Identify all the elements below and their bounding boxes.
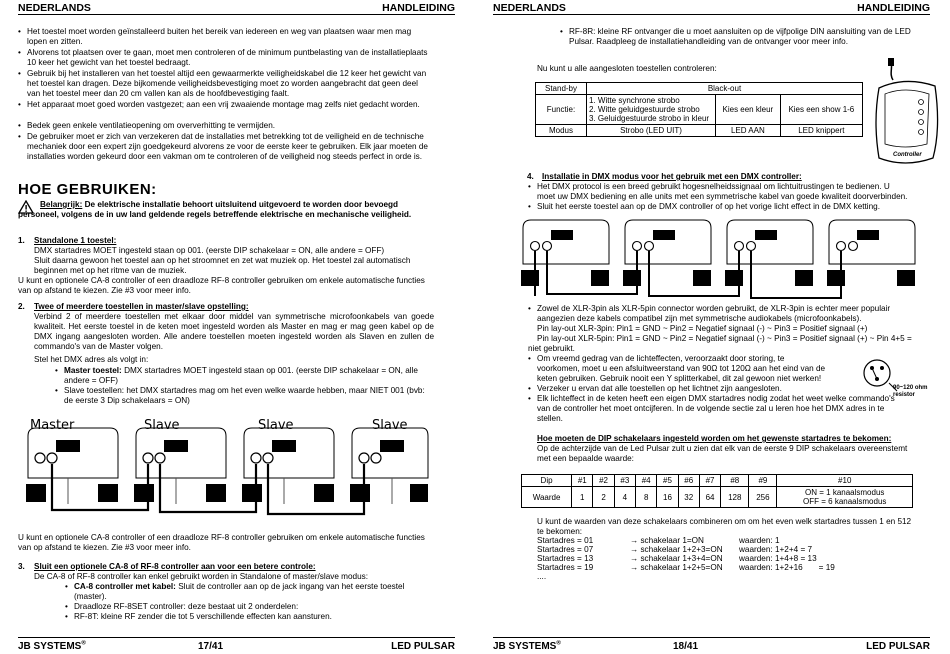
registered-mark: ® — [556, 641, 561, 647]
paragraph: Verbind 2 of meerdere toestellen met elkaar door middel van symmetrische microfoonkabels van goede kwaliteit. Het eerste toestel in de keten moet ingesteld worden als Master en mag er mag geen kabel op de DMX ingang aangesloten worden. Alle andere toestellen moeten ingesteld worden als Slaven en zullen de commando's van de Master volgen. — [34, 312, 434, 351]
table-cell: 16 — [657, 487, 678, 508]
table-cell: 64 — [699, 487, 720, 508]
bullet-item: • Slave toestellen: het DMX startadres mag om het even welke waarde hebben, maar NIET 001 (bvb: de eerste 3 Dip schakelaars = ON) — [64, 386, 432, 406]
diagram-label-slave: Slave — [144, 418, 180, 433]
bullet-item: • Om vreemd gedrag van de lichteffecten, veroorzaakt door storing, te voorkomen, moet u een afsluitweerstand van 90Ω tot 120Ω aan het eind van de keten gebruiken. Gebruik nooit een Y splitterkabel, dit zal gewoon niet werken! — [537, 354, 827, 384]
diagram-label-master: Master — [30, 418, 75, 433]
bullet-item: • Bedek geen enkele ventilatieopening om oververhitting te vermijden. — [27, 121, 432, 131]
bullet-item: • De gebruiker moet er zich van verzekeren dat de installaties met betrekking tot de veiligheid en de technische mechaniek door een expert zijn goedgekeurd alvorens ze voor de eerste keer te gebruiken. Elk jaar moeten de installaties worden gekeurd door een vakman om te controleren of de veiligheid nog steeds perfect in orde is. — [27, 132, 432, 162]
example-switches: → schakelaar 1+2+5=ON — [630, 563, 723, 572]
paragraph: Stel het DMX adres als volgt in: — [34, 355, 149, 364]
section-number: 2. — [18, 302, 25, 311]
rf-controller-image — [871, 58, 943, 170]
footer-product: LED PULSAR — [866, 641, 930, 652]
bullet-item: • RF-8R: kleine RF ontvanger die u moet aansluiten op de vijfpolige DIN aansluiting van de LED Pulsar. Raadpleeg de installatiehandleiding van de ontvanger voor meer info. — [569, 27, 917, 47]
example-address: Startadres = 13 — [537, 554, 594, 563]
warning-text: De elektrische installatie behoort uitsluitend uitgevoerd te worden door bevoegd personeel, volgens de in uw land geldende regels betreffende elektrische en mechanische veiligheid. — [18, 200, 412, 219]
example-switches: → schakelaar 1+3+4=ON — [630, 554, 723, 563]
section-number: 4. — [527, 172, 534, 181]
table-cell: 4 — [614, 487, 635, 508]
registered-mark: ® — [81, 641, 86, 647]
table-cell: 1 — [572, 487, 593, 508]
bold-label: Master toestel: — [64, 366, 122, 375]
paragraph: U kunt en optionele CA-8 controller of een draadloze RF-8 controller gebruiken om enkele automatische functies van op afstand te kiezen. Zie #3 voor meer info. — [18, 276, 425, 295]
bullet-item: • Gebruik bij het installeren van het toestel altijd een gewaarmerkte veiligheidskabel die 12 keer het gewicht van het toestel kan dragen. Deze bijkomende veiligheidsbevestiging moet zo worden aangebracht dat geen deel van het toestel meer dan 20 cm vallen kan als de hoofdbevestiging faalt. — [27, 69, 432, 99]
bold-label: CA-8 controller met kabel: — [74, 582, 176, 591]
table-header-cell: #10 — [777, 475, 913, 487]
table-header-cell: #9 — [749, 475, 777, 487]
table-cell: Functie: — [536, 95, 587, 125]
page-footer — [493, 641, 930, 653]
paragraph: Nu kunt u alle aangesloten toestellen controleren: — [537, 64, 717, 73]
subsection-title: Hoe moeten de DIP schakelaars ingesteld worden om het gewenste startadres te bekomen: — [537, 434, 892, 443]
bullet-item: • Het toestel moet worden geïnstalleerd buiten het bereik van iedereen en weg van plaatsen waar men mag lopen en zitten. — [27, 27, 432, 47]
page-footer — [18, 641, 455, 653]
table-header-cell: #4 — [636, 475, 657, 487]
table-header-cell: #3 — [614, 475, 635, 487]
master-slave-diagram — [18, 418, 430, 518]
table-cell: Kies een show 1-6 — [780, 95, 862, 125]
footer-rule — [18, 637, 455, 638]
list-item: 2. Witte geluidgestuurde strobo — [589, 105, 700, 114]
header-rule — [18, 14, 455, 15]
page-number: 17/41 — [198, 641, 224, 652]
example-values: waarden: 1 — [739, 536, 780, 545]
bullet-text: DMX startadres MOET ingesteld staan op 001. (eerste DIP schakelaar = ON, alle andere = OFF) — [64, 366, 418, 385]
subsection-title: Sluit een optionele CA-8 of RF-8 controller aan voor een betere controle: — [34, 562, 316, 571]
section-number: 1. — [18, 236, 25, 245]
table-cell: Stand-by — [536, 83, 587, 95]
table-header-cell: Dip — [522, 475, 572, 487]
mode-line: OFF = 6 kanaalsmodus — [803, 497, 887, 506]
bullet-item: • Sluit het eerste toestel aan op de DMX controller of op het vorige licht effect in de DMX ketting. — [537, 202, 909, 212]
example-address: Startadres = 07 — [537, 545, 594, 554]
dip-switch-table — [521, 474, 913, 508]
table-cell: LED AAN — [716, 125, 781, 137]
diagram-label-slave: Slave — [372, 418, 408, 433]
example-address: Startadres = 01 — [537, 536, 594, 545]
diagram-label-slave: Slave — [258, 418, 294, 433]
page-header — [18, 2, 455, 14]
list-item: 3. Geluidgestuurde strobo in kleur — [589, 114, 710, 123]
pin-layout-3pin: Pin lay-out XLR-3pin: Pin1 = GND ~ Pin2 = Negatief signaal (-) ~ Pin3 = Positief signaal (+) — [537, 324, 868, 333]
footer-brand — [493, 641, 561, 652]
paragraph: Op de achterzijde van de Led Pulsar zult u zien dat elk van de eerste 9 DIP schakelaars overeenstemt met een bepaalde waarde: — [537, 444, 908, 463]
header-language: NEDERLANDS — [493, 2, 566, 14]
example-values: waarden: 1+2+16 = 19 — [739, 563, 835, 572]
section-title: HOE GEBRUIKEN: — [18, 181, 157, 198]
table-cell: Kies een kleur — [716, 95, 781, 125]
table-header-cell: #2 — [593, 475, 614, 487]
table-header-cell: #6 — [678, 475, 699, 487]
bullet-item: • Het apparaat moet goed worden vastgezet; aan een vrij zwaaiende montage mag zelfs niet gedacht worden. — [27, 100, 432, 110]
table-cell: Strobo (LED UIT) — [587, 125, 716, 137]
example-address: Startadres = 19 — [537, 563, 594, 572]
bullet-item: • Verzeker u ervan dat alle toestellen op het lichtnet zijn aangesloten. — [537, 384, 837, 394]
header-rule — [493, 14, 930, 15]
controller-label: Controller — [893, 152, 922, 158]
warning-label: Belangrijk: — [40, 200, 83, 209]
footer-brand — [18, 641, 86, 652]
table-cell: 128 — [721, 487, 749, 508]
header-language: NEDERLANDS — [18, 2, 91, 14]
bullet-item — [64, 366, 432, 386]
page-header — [493, 2, 930, 14]
header-manual: HANDLEIDING — [382, 2, 455, 14]
table-cell — [587, 95, 716, 125]
ellipsis: .... — [537, 572, 547, 581]
table-cell: 2 — [593, 487, 614, 508]
brand-name: JB SYSTEMS — [18, 641, 82, 653]
table-cell: 256 — [749, 487, 777, 508]
table-cell: LED knippert — [780, 125, 862, 137]
warning-notice — [18, 200, 428, 220]
bullet-item: • Zowel de XLR-3pin als XLR-5pin connector worden gebruikt, de XLR-3pin is echter meer populair aangezien deze kabels compatibel zijn met symmetrische audiokabels (microfoonkabels). — [537, 304, 911, 324]
list-item: 1. Witte synchrone strobo — [589, 96, 680, 105]
paragraph: U kunt de waarden van deze schakelaars combineren om om het even welk startadres tussen 1 en 512 te bekomen: — [537, 517, 912, 536]
bullet-item: • Elk lichteffect in de keten heeft een eigen DMX startadres nodig zodat het weet welke commando's van de controller het moet ontcijferen. In de volgende sectie zal u leren hoe het DMX adres in te stellen. — [537, 394, 909, 424]
paragraph: De CA-8 of RF-8 controller kan enkel gebruikt worden in Standalone of master/slave modus: — [34, 572, 369, 581]
table-header-cell: #1 — [572, 475, 593, 487]
subsection-title: Twee of meerdere toestellen in master/slave opstelling: — [34, 302, 249, 311]
table-cell — [777, 487, 913, 508]
example-switches: → schakelaar 1=ON — [630, 536, 704, 545]
table-cell: Waarde — [522, 487, 572, 508]
bullet-item: • Alvorens tot plaatsen over te gaan, moet men controleren of de minimum puntbelasting van de installatieplaats 10 keer het gewicht van het toestel bedraagt. — [27, 48, 432, 68]
chain-wiring-illustration — [18, 418, 430, 518]
controller-functions-table — [535, 82, 863, 137]
subsection-title: Standalone 1 toestel: — [34, 236, 117, 245]
table-cell: Modus — [536, 125, 587, 137]
pin-layout-5pin: Pin lay-out XLR-5pin: Pin1 = GND ~ Pin2 = Negatief signaal (-) ~ Pin3 = Positief signaal (+) ~ Pin 4+5 = niet gebruikt. — [528, 334, 912, 353]
bullet-item: • Draadloze RF-8SET controller: deze bestaat uit 2 onderdelen: — [74, 602, 432, 612]
example-values: waarden: 1+2+4 = 7 — [739, 545, 813, 554]
table-header-cell: #5 — [657, 475, 678, 487]
bullet-text: Sluit de controller aan op de jack ingang van het eerste toestel (master). — [74, 582, 405, 601]
bullet-item: • Het DMX protocol is een breed gebruikt hogesnelheidssignaal om lichtuitrustingen te bedienen. U moet uw DMX bediening en alle units met een symmetrische kabel van goede kwaliteit doorverbinden. — [537, 182, 909, 202]
header-manual: HANDLEIDING — [857, 2, 930, 14]
table-cell: 8 — [636, 487, 657, 508]
table-cell: 32 — [678, 487, 699, 508]
footer-rule — [493, 637, 930, 638]
mode-line: ON = 1 kanaalsmodus — [805, 488, 885, 497]
bullet-item — [74, 582, 432, 602]
table-header-cell: #8 — [721, 475, 749, 487]
paragraph: Sluit daarna gewoon het toestel aan op het stroomnet en zet wat muziek op. Het toestel zal automatisch beginnen met op het ritme van de muziek. — [34, 256, 411, 275]
table-cell: Black-out — [587, 83, 863, 95]
example-switches: → schakelaar 1+2+3=ON — [630, 545, 723, 554]
example-values: waarden: 1+4+8 = 13 — [739, 554, 817, 563]
footer-product: LED PULSAR — [391, 641, 455, 652]
paragraph: U kunt en optionele CA-8 controller of een draadloze RF-8 controller gebruiken om enkele automatische functies van op afstand te kiezen. Zie #3 voor meer info. — [18, 533, 425, 552]
right-page — [475, 0, 950, 654]
bullet-item: • RF-8T: kleine RF zender die tot 5 verschillende effecten kan aansturen. — [74, 612, 432, 622]
paragraph: DMX startadres MOET ingesteld staan op 001. (eerste DIP schakelaar = ON, alle andere = OFF) — [34, 246, 385, 255]
subsection-title: Installatie in DMX modus voor het gebruik met een DMX controller: — [542, 172, 802, 181]
page-number: 18/41 — [673, 641, 699, 652]
section-number: 3. — [18, 562, 25, 571]
table-header-cell: #7 — [699, 475, 720, 487]
dmx-chain-diagram — [517, 214, 922, 300]
resistor-label: 90~120 ohm resistor — [893, 385, 928, 398]
brand-name: JB SYSTEMS — [493, 641, 557, 653]
